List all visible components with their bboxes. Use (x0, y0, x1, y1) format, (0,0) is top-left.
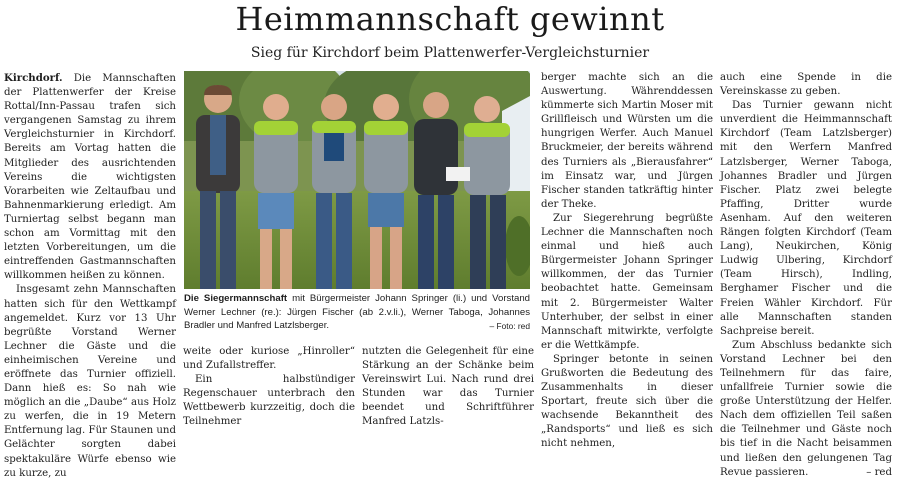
paragraph: Zur Siegerehrung begrüßte Lechner die Mannschaften noch einmal und hieß auch Bürgermeister Johann Springer willkommen, der das Turnier beobachtet hatte. Gemeinsam mit 2. Bürgermeister Walter Unterhuber, der selbst in einer Mannschaft mitwirkte, verfolgte er die Wettkämpfe. (541, 212, 713, 351)
paragraph: Insgesamt zehn Mannschaften hatten sich für den Wettkampf angemeldet. Kurz vor 13 Uhr begrüßte Vorstand Werner Lechner die Gäste und die einheimischen Vereine und eröffnete das Turnier offiziell. Dann hieß es: So nah wie möglich an die „Daube“ aus Holz zu werfen, die in 19 Metern Entfernung lag. Für Staunen und Gelächter sorgten dabei spektakuläre Würfe ebenso wie zu kurze, zu (4, 284, 177, 479)
caption-lead: Die Siegermannschaft (184, 293, 288, 304)
headline: Heimmannschaft gewinnt (235, 0, 665, 38)
article-column-4 (541, 71, 713, 452)
paragraph: nutzten die Gelegenheit für eine Stärkung an der Schänke beim Vereinswirt Lui. Nach rund drei Stunden war das Turnier beendet und Schriftführer Manfred Latzls- (362, 346, 534, 428)
article-column-2 (183, 345, 355, 430)
dateline: Kirchdorf. (4, 72, 63, 84)
article-column-5 (720, 71, 892, 480)
author-signature: – red (866, 466, 892, 478)
photo-credit: – Foto: red (489, 321, 530, 331)
paragraph: weite oder kuriose „Hinroller“ und Zufallstreffer. (183, 346, 355, 372)
paragraph: berger machte sich an die Auswertung. Währenddessen kümmerte sich Martin Moser mit Grillfleisch und Würsten um die hungrigen Werfer. Auch Manuel Bruckmeier, der bereits während des Turniers als „Bierausfahrer“ im Einsatz war, und Jürgen Fischer standen tatkräftig hinter der Theke. (541, 72, 713, 210)
paragraph: Zum Abschluss bedankte sich Vorstand Lechner bei den Teilnehmern für das faire, unfallfreie Turnier sowie die große Unterstützung der Helfer. Nach dem offiziellen Teil saßen die Teilnehmer und Gäste noch bis tief in die Nacht beisammen und ließen den gelungenen Tag Revue passieren. – red (720, 339, 892, 480)
subheadline: Sieg für Kirchdorf beim Plattenwerfer-Vergleichsturnier (250, 45, 650, 61)
photo-caption (184, 292, 530, 334)
article-column-1 (4, 71, 176, 481)
article-column-3 (362, 345, 534, 430)
team-photo (184, 71, 530, 289)
paragraph: Kirchdorf. Die Mannschaften der Plattenwerfer der Kreise Rottal/Inn-Passau trafen sich vergangenen Samstag zu ihrem Vergleichsturnier in Kirchdorf. Bereits am Vortag hatten die Mitglieder des ausrichtenden Vereins die wichtigsten Vorarbeiten wie Zeltaufbau und Bahnenmarkierung erledigt. Am Turniertag selbst begann man schon am Vormittag mit den letzten Vorbereitungen, um die eintreffenden Gastmannschaften willkommen heißen zu können. (4, 72, 176, 282)
paragraph: auch eine Spende in die Vereinskasse zu geben. (720, 72, 892, 98)
paragraph: Springer betonte in seinen Grußworten die Bedeutung des Zusammenhalts in dieser Sportart, freute sich über die wachsende Bekanntheit des „Randsports“ und ließ es sich nicht nehmen, (541, 353, 713, 450)
paragraph: Das Turnier gewann nicht unverdient die Heimmannschaft Kirchdorf (Team Latzlsberger) mit den Werfern Manfred Latzlsberger, Werner Taboga, Johannes Bradler und Jürgen Fischer. Platz zwei belegte Pfaffing, Dritter wurde Asenham. Auf den weiteren Rängen folgten Kirchdorf (Team Lang), Neukirchen, König Ludwig Ulbering, Kirchdorf (Team Hirsch), Indling, Berghamer Fischer und die Freien Wähler Kirchdorf. Für alle Mannschaften standen Sachpreise bereit. (720, 100, 892, 337)
paragraph: Ein halbstündiger Regenschauer unterbrach den Wettbewerb kurzzeitig, doch die Teilnehmer (183, 374, 355, 428)
caption-text: mit Bürgermeister Johann Springer (li.) und Vorstand Werner Lechner (re.): Jürgen Fischer (ab 2.v.li.), Werner Taboga, Johannes Bradler und Manfred Latzlsberger. (184, 293, 530, 331)
